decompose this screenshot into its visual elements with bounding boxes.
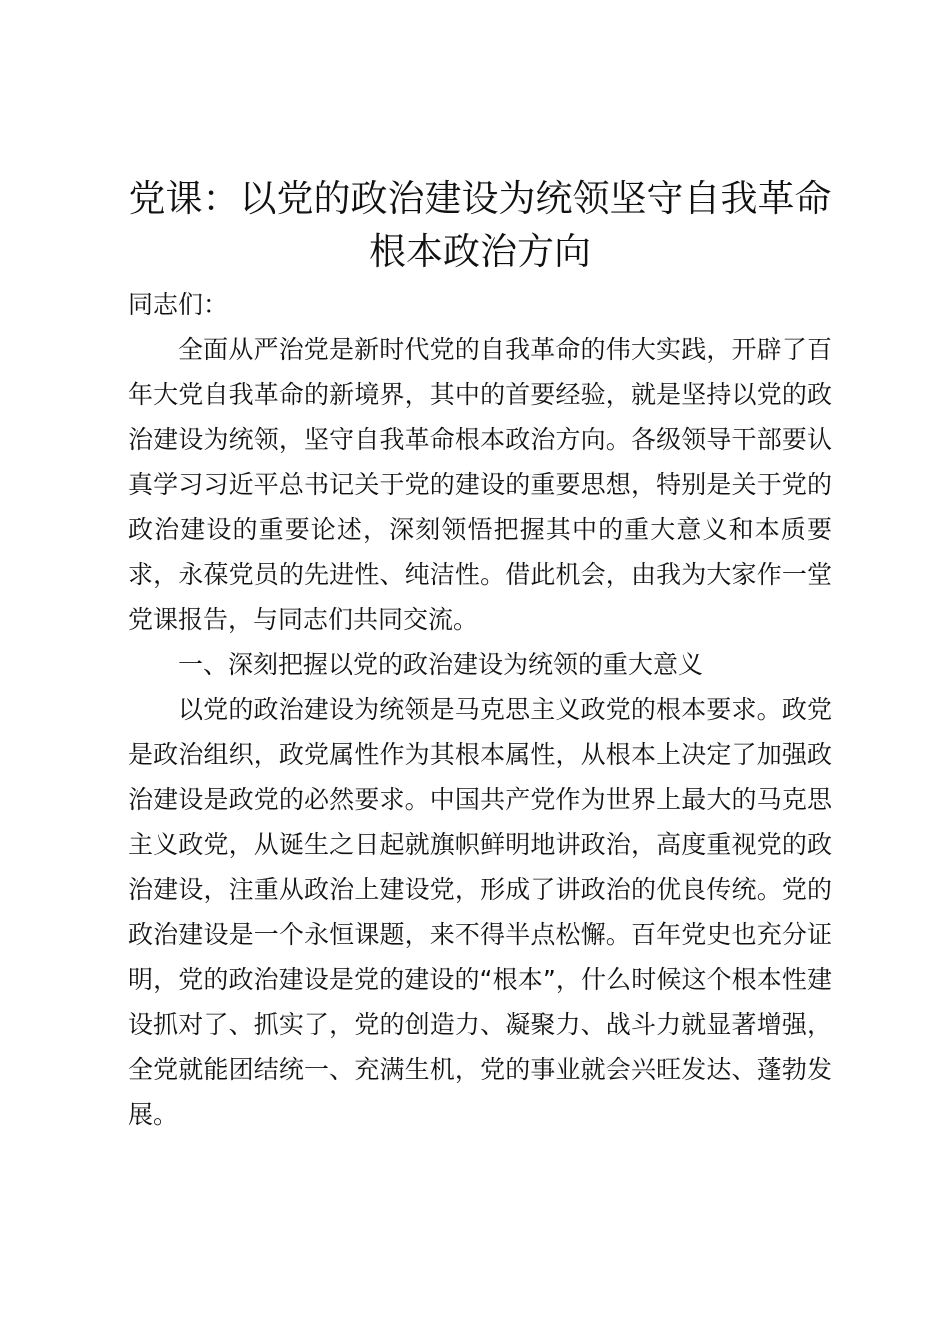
document-title: 党课：以党的政治建设为统领坚守自我革命根本政治方向 [128, 177, 832, 273]
paragraph-intro: 全面从严治党是新时代党的自我革命的伟大实践，开辟了百年大党自我革命的新境界，其中的首要经验，就是坚持以党的政治建设为统领，坚守自我革命根本政治方向。各级领导干部要认真学习习近平总书记关于党的建设的重要思想，特别是关于党的政治建设的重要论述，深刻领悟把握其中的重大意义和本质要求，永葆党员的先进性、纯洁性。借此机会，由我为大家作一堂党课报告，与同志们共同交流。 [128, 335, 832, 634]
section-heading-1: 一、深刻把握以党的政治建设为统领的重大意义 [178, 650, 704, 679]
paragraph-section-1: 以党的政治建设为统领是马克思主义政党的根本要求。政党是政治组织，政党属性作为其根本属性，从根本上决定了加强政治建设是政党的必然要求。中国共产党作为世界上最大的马克思主义政党，从诞生之日起就旗帜鲜明地讲政治，高度重视党的政治建设，注重从政治上建设党，形成了讲政治的优良传统。党的政治建设是一个永恒课题，来不得半点松懈。百年党史也充分证明，党的政治建设是党的建设的“根本”，什么时候这个根本性建设抓对了、抓实了，党的创造力、凝聚力、战斗力就显著增强，全党就能团结统一、充满生机，党的事业就会兴旺发达、蓬勃发展。 [128, 695, 832, 1129]
salutation: 同志们： [128, 290, 229, 319]
document-page [128, 172, 832, 1137]
